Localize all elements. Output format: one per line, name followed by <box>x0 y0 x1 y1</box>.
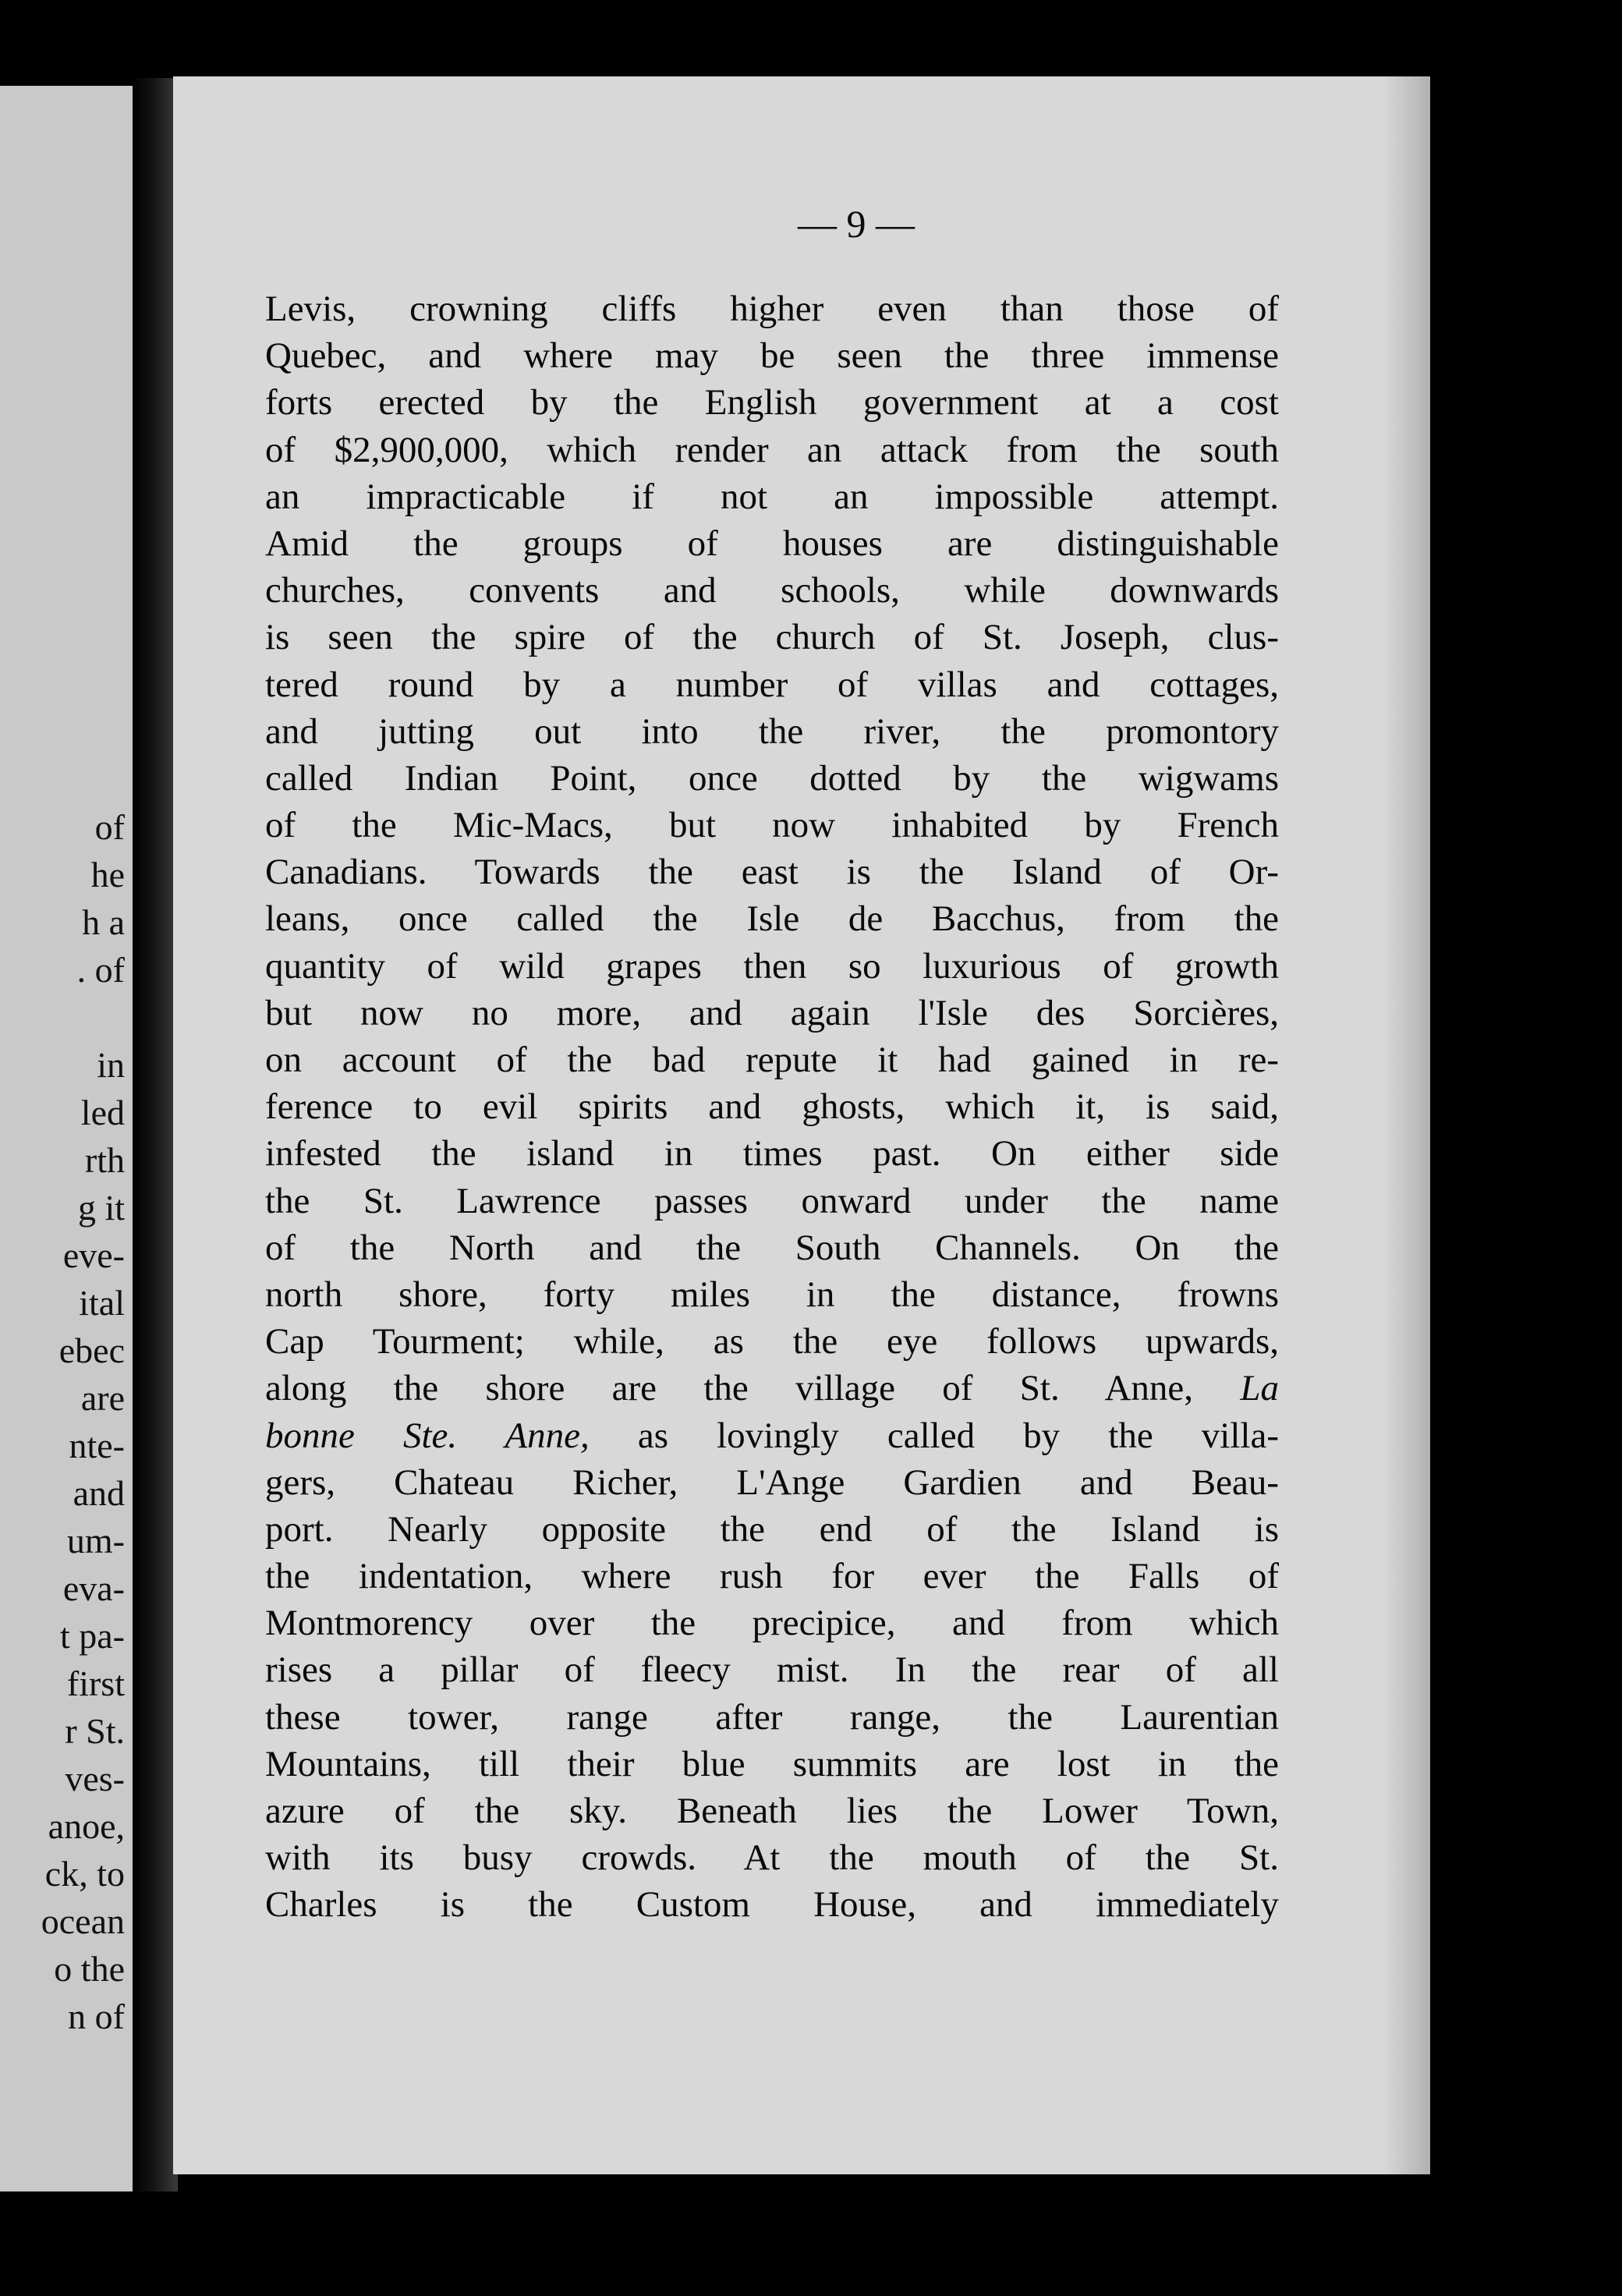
left-fragment: he <box>90 855 125 895</box>
left-fragment: eve- <box>62 1235 125 1275</box>
text-line: tered round by a number of villas and cottages, <box>265 664 1279 705</box>
text-line: azure of the sky. Beneath lies the Lower Town, <box>265 1791 1279 1831</box>
text-line: the indentation, where rush for ever the Falls of <box>265 1556 1279 1597</box>
left-fragment: rth <box>84 1140 125 1180</box>
book-page <box>173 76 1430 2174</box>
left-fragment: ebec <box>58 1330 125 1370</box>
left-fragment: nte- <box>69 1426 125 1465</box>
left-fragment: eva- <box>62 1568 125 1608</box>
left-fragment: n of <box>68 1997 125 2036</box>
left-fragment: led <box>80 1093 125 1132</box>
left-fragment: r St. <box>65 1711 125 1751</box>
text-line: Cap Tourment; while, as the eye follows upwards, <box>265 1321 1279 1362</box>
left-fragment: um- <box>66 1521 125 1561</box>
text-line: with its busy crowds. At the mouth of the St. <box>265 1837 1279 1879</box>
left-fragment <box>0 994 125 1041</box>
text-line-with-italic <box>265 1412 1279 1459</box>
italic-segment: bonne Ste. Anne, <box>265 1415 590 1456</box>
left-fragment: are <box>80 1378 125 1418</box>
left-fragment: first <box>66 1664 125 1703</box>
text-line: these tower, range after range, the Laurentian <box>265 1696 1279 1738</box>
left-fragment: ital <box>79 1283 125 1323</box>
text-line: of the Mic-Macs, but now inhabited by French <box>265 805 1279 846</box>
left-fragment: ves- <box>65 1759 125 1798</box>
text-line: infested the island in times past. On either side <box>265 1133 1279 1175</box>
text-line: called Indian Point, once dotted by the wigwams <box>265 757 1279 799</box>
text-line: Montmorency over the precipice, and from which <box>265 1603 1279 1644</box>
italic-segment: La <box>1240 1368 1280 1409</box>
text-line: port. Nearly opposite the end of the Island is <box>265 1508 1279 1550</box>
text-line: and jutting out into the river, the promontory <box>265 710 1279 752</box>
text-line: of the North and the South Channels. On the <box>265 1227 1279 1268</box>
left-fragment: g it <box>77 1188 125 1228</box>
text-segment: along the shore are the village of St. Anne, <box>265 1368 1194 1409</box>
text-line: on account of the bad repute it had gained in re- <box>265 1040 1279 1080</box>
left-fragment: anoe, <box>48 1806 125 1846</box>
previous-page-text <box>0 803 125 2040</box>
text-line: of $2,900,000, which render an attack from the south <box>265 429 1279 470</box>
text-line-with-italic <box>265 1365 1279 1412</box>
left-fragment: ocean <box>41 1901 125 1941</box>
left-fragment: in <box>97 1045 125 1085</box>
text-line: gers, Chateau Richer, L'Ange Gardien and Beau- <box>265 1462 1279 1503</box>
text-line: Levis, crowning cliffs higher even than those of <box>265 289 1279 329</box>
text-line: north shore, forty miles in the distance, frowns <box>265 1274 1279 1315</box>
left-fragment: and <box>73 1473 125 1513</box>
left-fragment: h a <box>82 902 125 942</box>
text-line: an impracticable if not an impossible attempt. <box>265 476 1279 517</box>
text-line: but now no more, and again l'Isle des Sorcières, <box>265 992 1279 1033</box>
text-line: forts erected by the English government at a cost <box>265 382 1279 423</box>
text-line: Charles is the Custom House, and immediately <box>265 1884 1279 1926</box>
text-line: Amid the groups of houses are distinguishable <box>265 523 1279 564</box>
text-line: churches, convents and schools, while downwards <box>265 570 1279 611</box>
text-line: the St. Lawrence passes onward under the name <box>265 1180 1279 1221</box>
left-fragment: of <box>94 807 125 847</box>
text-line: Quebec, and where may be seen the three immense <box>265 335 1279 377</box>
left-fragment: o the <box>54 1949 125 1989</box>
text-segment: as lovingly called by the villa- <box>637 1415 1279 1456</box>
body-text <box>265 285 1279 1929</box>
text-line: ference to evil spirits and ghosts, which it, is said, <box>265 1086 1279 1128</box>
book-gutter <box>133 78 178 2191</box>
text-line: rises a pillar of fleecy mist. In the rear of all <box>265 1649 1279 1691</box>
left-fragment: ck, to <box>44 1854 125 1894</box>
left-fragment: . of <box>76 950 125 990</box>
text-line: leans, once called the Isle de Bacchus, from the <box>265 898 1279 940</box>
left-fragment: t pa- <box>59 1616 125 1656</box>
page-number: — 9 — <box>798 202 915 246</box>
text-line: Canadians. Towards the east is the Island of Or- <box>265 852 1279 893</box>
text-line: Mountains, till their blue summits are lost in the <box>265 1743 1279 1784</box>
text-line: quantity of wild grapes then so luxurious of growth <box>265 945 1279 987</box>
previous-page-edge <box>0 86 139 2191</box>
text-line: is seen the spire of the church of St. Joseph, clus- <box>265 617 1279 658</box>
